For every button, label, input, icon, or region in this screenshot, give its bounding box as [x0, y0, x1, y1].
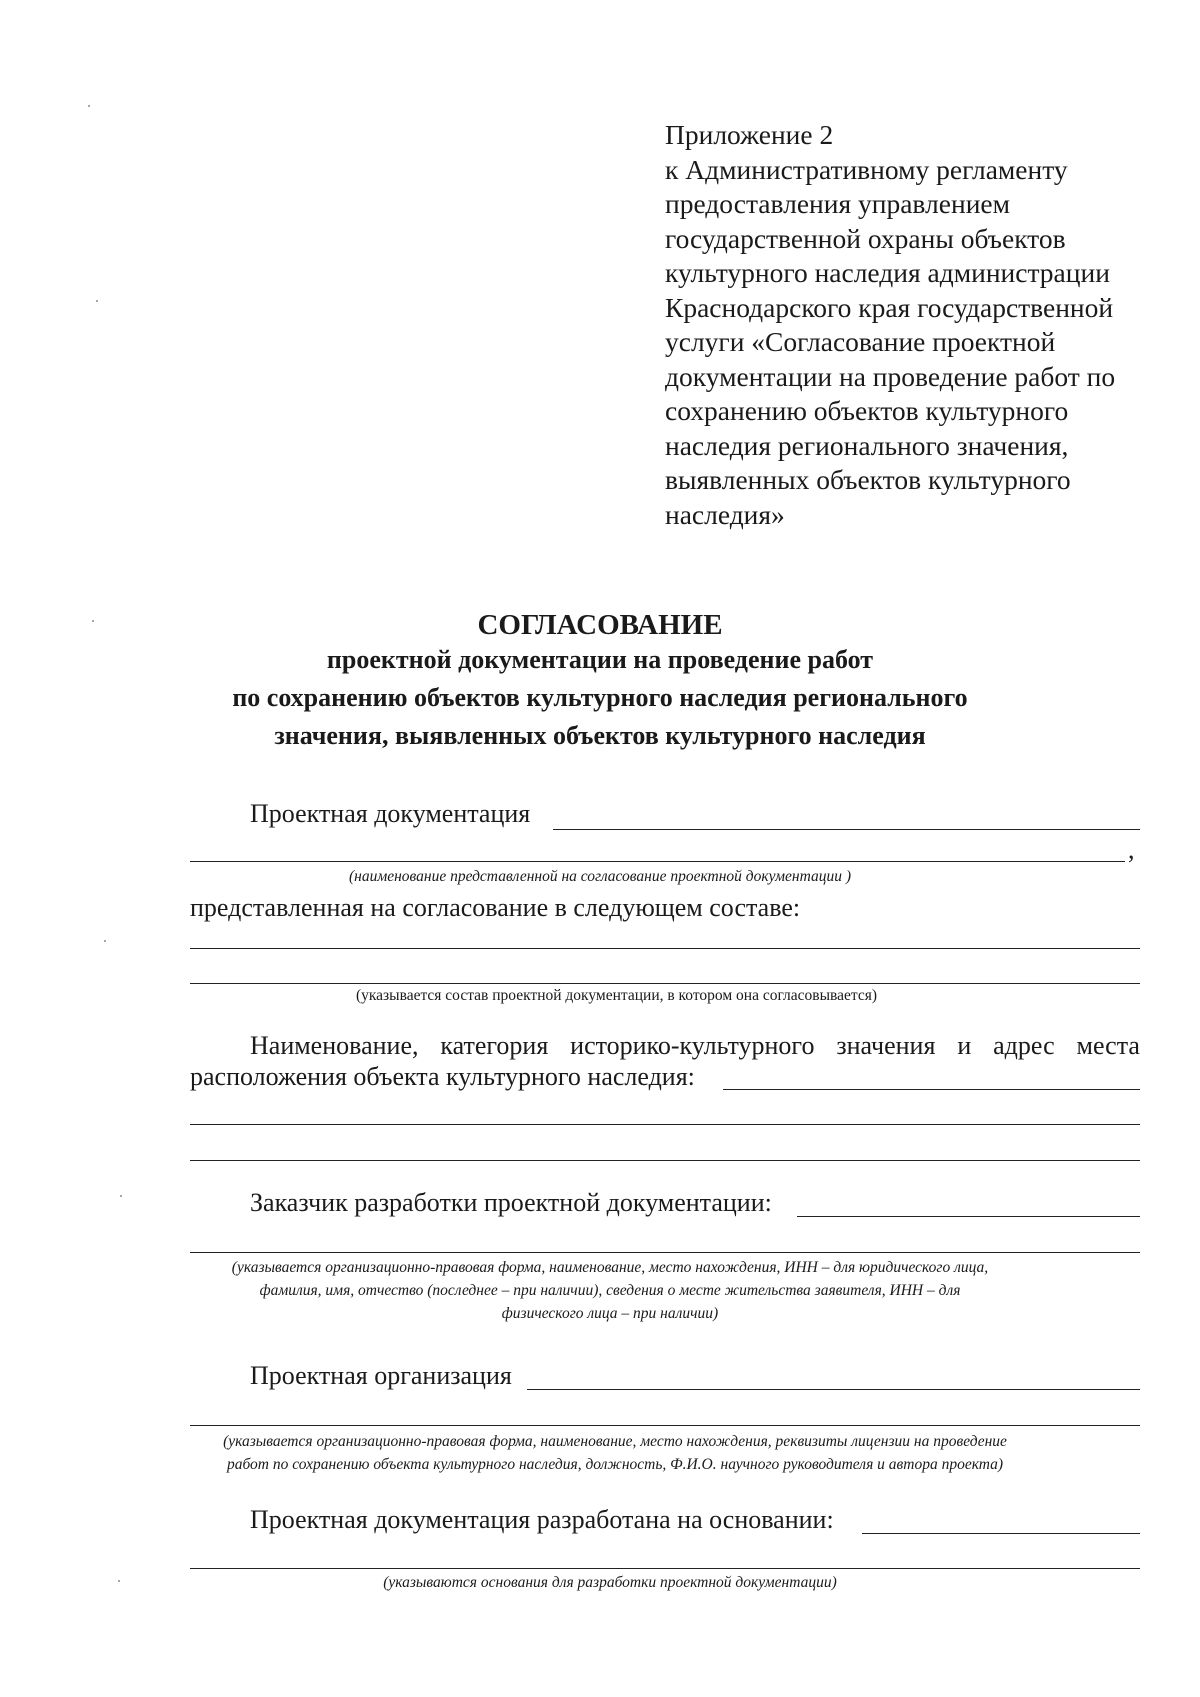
customer-hint-line-3: физического лица – при наличии) [501, 1305, 719, 1322]
organization-field-line-2[interactable] [190, 1425, 1140, 1426]
composition-field-line-1[interactable] [190, 948, 1140, 949]
project-doc-field-line-2[interactable] [190, 861, 1125, 862]
customer-hint-line-1: (указывается организационно-правовая форма, наименование, место нахождения, ИНН – для юридического лица, [231, 1259, 989, 1276]
object-field-line-2[interactable] [190, 1124, 1140, 1125]
scan-speck [120, 1195, 122, 1197]
composition-label: представленная на согласование в следующем составе: [190, 893, 801, 922]
basis-label: Проектная документация разработана на основании: [250, 1505, 834, 1534]
basis-hint: (указываются основания для разработки проектной документации) [383, 1574, 837, 1591]
object-label-word: историко-культурного [570, 1031, 815, 1060]
composition-field-line-2[interactable] [190, 983, 1140, 984]
appendix-block [665, 118, 1185, 532]
document-subtitle-line-3: значения, выявленных объектов культурного наследия [274, 721, 926, 750]
appendix-line: Приложение 2 [665, 119, 834, 150]
appendix-line: предоставления управлением [665, 188, 1011, 219]
appendix-line: сохранению объектов культурного [665, 395, 1069, 426]
organization-hint-line-1: (указывается организационно-правовая форма, наименование, место нахождения, реквизиты лицензии на проведение [223, 1433, 1007, 1450]
object-label-word: категория [440, 1031, 549, 1060]
customer-field-line-2[interactable] [190, 1252, 1140, 1253]
object-label-line-2: расположения объекта культурного наследия: [190, 1062, 695, 1091]
document-subtitle-line-2: по сохранению объектов культурного наследия регионального [232, 683, 968, 712]
basis-field-line-1[interactable] [862, 1533, 1140, 1534]
organization-hint-line-2: работ по сохранению объекта культурного наследия, должность, Ф.И.О. научного руководителя и автора проекта) [226, 1456, 1004, 1473]
scan-speck [88, 105, 90, 107]
object-label-word: Наименование, [250, 1031, 419, 1060]
object-label-word: места [1076, 1031, 1140, 1060]
appendix-line: к Административному регламенту [665, 153, 1068, 185]
basis-field-line-2[interactable] [190, 1568, 1140, 1569]
appendix-line: государственной охраны объектов [665, 222, 1066, 254]
object-label-word: адрес [993, 1031, 1055, 1060]
appendix-line: Краснодарского края государственной [665, 291, 1114, 323]
comma-mark: , [1128, 835, 1135, 864]
project-doc-hint: (наименование представленной на согласование проектной документации ) [348, 868, 852, 885]
scan-speck [118, 1580, 120, 1582]
appendix-line: наследия» [665, 498, 785, 530]
customer-hint-line-2: фамилия, имя, отчество (последнее – при наличии), сведения о месте жительства заявителя, ИНН – для [259, 1282, 961, 1299]
object-field-line-1[interactable] [723, 1089, 1140, 1090]
appendix-line: услуги «Согласование проектной [665, 326, 1056, 357]
project-doc-field-line[interactable] [553, 829, 1140, 830]
organization-field-line-1[interactable] [527, 1389, 1140, 1390]
organization-label: Проектная организация [250, 1361, 512, 1390]
composition-hint: (указывается состав проектной документации, в котором она согласовывается) [355, 987, 878, 1004]
document-subtitle-line-1: проектной документации на проведение работ [326, 645, 874, 674]
object-label-line-1 [250, 1031, 1140, 1061]
project-doc-label: Проектная документация [250, 799, 531, 828]
appendix-line: наследия регионального значения, [665, 429, 1069, 461]
object-label-word: и [957, 1031, 972, 1060]
customer-field-line-1[interactable] [797, 1216, 1140, 1217]
object-label-word: значения [836, 1031, 936, 1060]
customer-label: Заказчик разработки проектной документации: [250, 1188, 772, 1217]
appendix-line: культурного наследия администрации [665, 257, 1110, 288]
scan-speck [96, 300, 98, 302]
appendix-line: документации на проведение работ по [665, 360, 1116, 392]
document-title: СОГЛАСОВАНИЕ [477, 609, 723, 641]
scan-speck [92, 620, 94, 622]
object-field-line-3[interactable] [190, 1160, 1140, 1161]
scan-speck [104, 940, 106, 942]
appendix-line: выявленных объектов культурного [665, 464, 1071, 495]
